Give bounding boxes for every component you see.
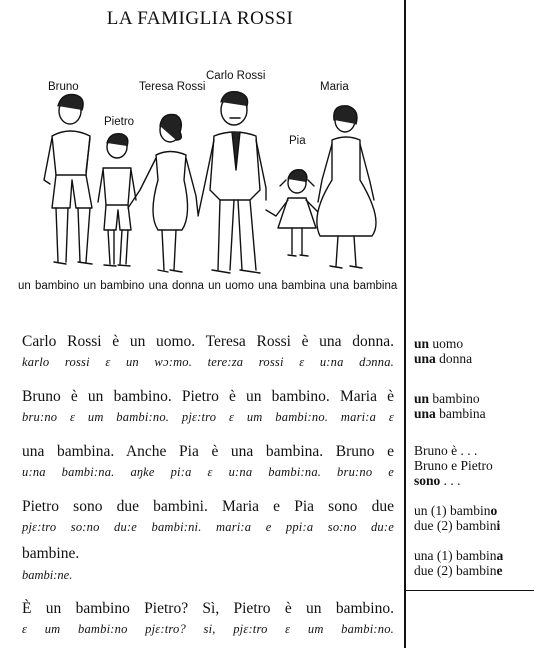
text-line: Bruno è un bambino. Pietro è un bambino. Maria è: [22, 388, 394, 405]
text-line: È un bambino Pietro? Sì, Pietro è un bambino.: [22, 600, 394, 617]
sidebar-note-sono: Bruno è . . . Bruno e Pietro sono . . .: [414, 443, 493, 488]
phonetic-line: ɛ um bambi:no pjɛ:tro? si, pjɛ:tro ɛ um bambi:no.: [22, 622, 394, 636]
phonetic-line: u:na bambi:na. aŋke pi:a ɛ u:na bambi:na. bru:no e: [22, 465, 394, 479]
label-maria: Maria: [320, 81, 349, 93]
text-line: bambine.: [22, 545, 80, 562]
figure-pia: [266, 170, 324, 256]
label-bruno: Bruno: [48, 81, 79, 93]
sidebar-bottom-divider: [405, 590, 534, 591]
label-pia: Pia: [289, 135, 306, 147]
figure-pietro: [98, 134, 136, 266]
phonetic-line: bambi:ne.: [22, 568, 73, 582]
vertical-divider: [404, 0, 406, 648]
text-line: una bambina. Anche Pia è una bambina. Bruno e: [22, 443, 394, 460]
label-teresa: Teresa Rossi: [139, 81, 206, 93]
figure-bruno: [44, 94, 92, 264]
sidebar-note-bambino-bambina: un bambino una bambina: [414, 391, 486, 421]
page-title: LA FAMIGLIA ROSSI: [106, 8, 294, 29]
phonetic-line: bru:no ɛ um bambi:no. pjɛ:tro ɛ um bambi:no. mari:a ɛ: [22, 410, 394, 424]
text-line: Carlo Rossi è un uomo. Teresa Rossi è una donna.: [22, 333, 394, 350]
label-carlo: Carlo Rossi: [206, 70, 266, 82]
family-illustration: [0, 40, 404, 300]
sidebar-note-bambine: una (1) bambina due (2) bambine: [414, 548, 504, 578]
figure-teresa: [128, 114, 198, 272]
illustration-caption: un bambino un bambino una donna un uomo una bambina una bambina: [18, 280, 398, 292]
text-line: Pietro sono due bambini. Maria e Pia sono due: [22, 498, 394, 515]
phonetic-line: karlo rossi ɛ un wɔ:mo. tere:za rossi ɛ u:na dɔnna.: [22, 355, 394, 369]
figure-carlo: [198, 92, 266, 273]
phonetic-line: pjɛ:tro so:no du:e bambi:ni. mari:a e ppi:a so:no du:e: [22, 520, 394, 534]
sidebar-note-bambini: un (1) bambino due (2) bambini: [414, 503, 501, 533]
label-pietro: Pietro: [104, 116, 135, 128]
sidebar-note-uomo-donna: un uomo una donna: [414, 336, 473, 366]
figure-maria: [317, 106, 376, 268]
